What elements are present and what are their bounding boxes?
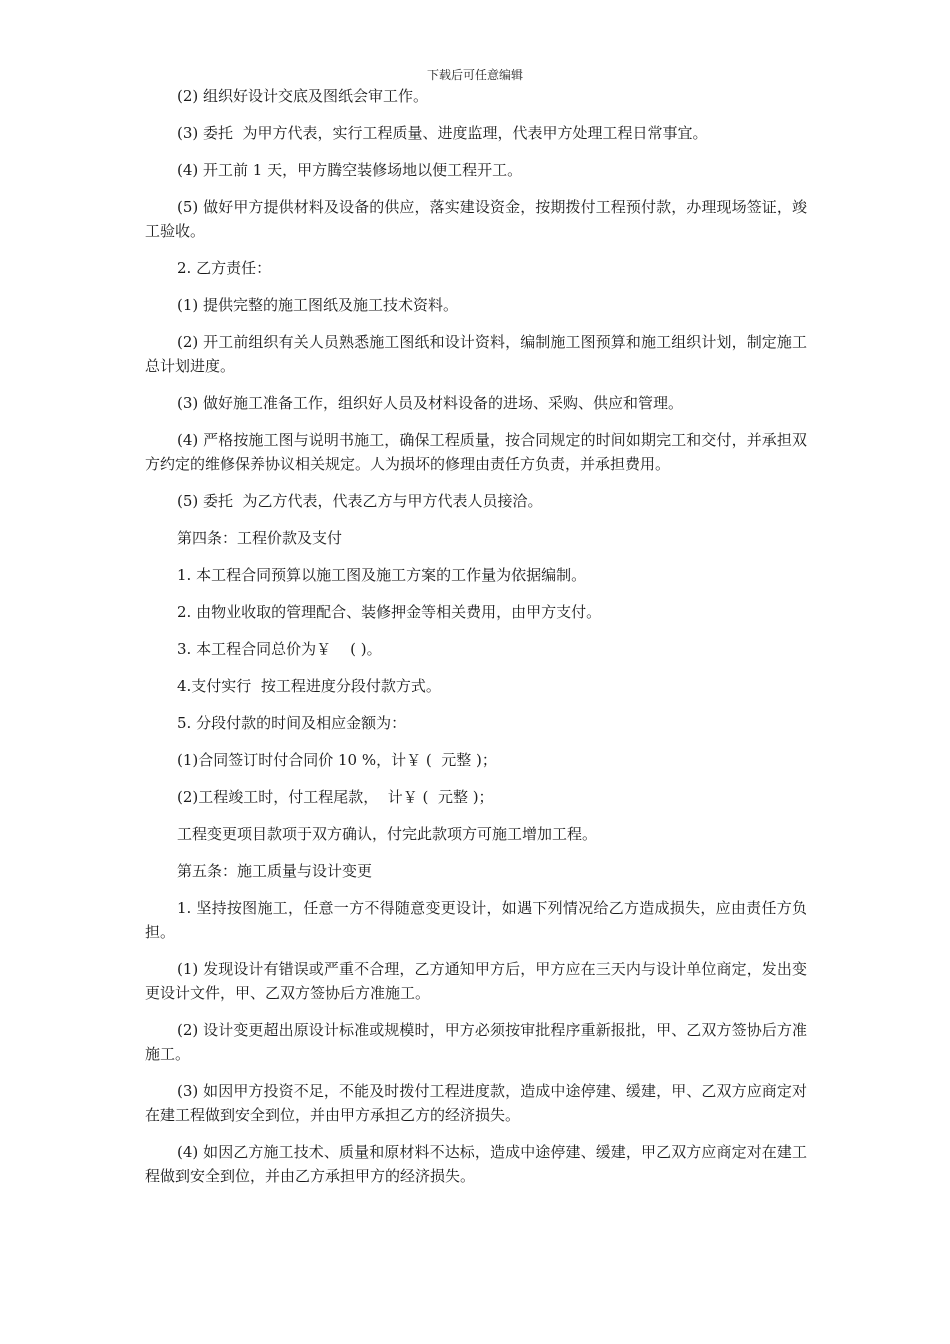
paragraph: (2)工程竣工时，付工程尾款， 计￥ ( 元整 )； (177, 788, 494, 806)
section-heading: 2. 乙方责任： (177, 259, 272, 277)
paragraph: (1) 发现设计有错误或严重不合理，乙方通知甲方后，甲方应在三天内与设计单位商定，发出变更设计文件，甲、乙双方签协后方准施工。 (145, 960, 807, 1002)
paragraph: (2) 设计变更超出原设计标准或规模时，甲方必须按审批程序重新报批，甲、乙双方签协后方准施工。 (145, 1021, 807, 1063)
paragraph: 3. 本工程合同总价为￥ ( )。 (177, 640, 382, 658)
paragraph: (4) 如因乙方施工技术、质量和原材料不达标，造成中途停建、缓建，甲乙双方应商定对在建工程做到安全到位，并由乙方承担甲方的经济损失。 (145, 1143, 807, 1185)
paragraph: 1. 坚持按图施工，任意一方不得随意变更设计，如遇下列情况给乙方造成损失，应由责任方负担。 (145, 899, 807, 941)
paragraph: (2) 开工前组织有关人员熟悉施工图纸和设计资料，编制施工图预算和施工组织计划，制定施工总计划进度。 (145, 333, 807, 375)
paragraph: (3) 委托 为甲方代表，实行工程质量、进度监理，代表甲方处理工程日常事宜。 (177, 124, 708, 142)
paragraph: (3) 如因甲方投资不足，不能及时拨付工程进度款，造成中途停建、缓建，甲、乙双方应商定对在建工程做到安全到位，并由甲方承担乙方的经济损失。 (145, 1082, 807, 1124)
document-body (145, 84, 807, 1201)
paragraph: (1) 提供完整的施工图纸及施工技术资料。 (177, 296, 459, 314)
paragraph: 工程变更项目款项于双方确认，付完此款项方可施工增加工程。 (177, 825, 598, 843)
paragraph: 2. 由物业收取的管理配合、装修押金等相关费用，由甲方支付。 (177, 603, 602, 621)
paragraph: (4) 严格按施工图与说明书施工，确保工程质量，按合同规定的时间如期完工和交付，并承担双方约定的维修保养协议相关规定。人为损坏的修理由责任方负责，并承担费用。 (145, 431, 807, 473)
article-heading: 第四条：工程价款及支付 (177, 529, 343, 547)
paragraph: 1. 本工程合同预算以施工图及施工方案的工作量为依据编制。 (177, 566, 587, 584)
paragraph: (5) 委托 为乙方代表，代表乙方与甲方代表人员接洽。 (177, 492, 543, 510)
header-note: 下载后可任意编辑 (426, 68, 523, 82)
paragraph: (3) 做好施工准备工作，组织好人员及材料设备的进场、采购、供应和管理。 (177, 394, 684, 412)
paragraph: (4) 开工前 1 天，甲方腾空装修场地以便工程开工。 (177, 161, 523, 179)
paragraph: (2) 组织好设计交底及图纸会审工作。 (177, 87, 429, 105)
paragraph: 5. 分段付款的时间及相应金额为： (177, 714, 407, 732)
paragraph: (1)合同签订时付合同价 10 %，计￥ ( 元整 )； (177, 751, 497, 769)
article-heading: 第五条：施工质量与设计变更 (177, 862, 373, 880)
paragraph: 4.支付实行 按工程进度分段付款方式。 (177, 677, 441, 695)
paragraph: (5) 做好甲方提供材料及设备的供应，落实建设资金，按期拨付工程预付款，办理现场签证，竣工验收。 (145, 198, 807, 240)
